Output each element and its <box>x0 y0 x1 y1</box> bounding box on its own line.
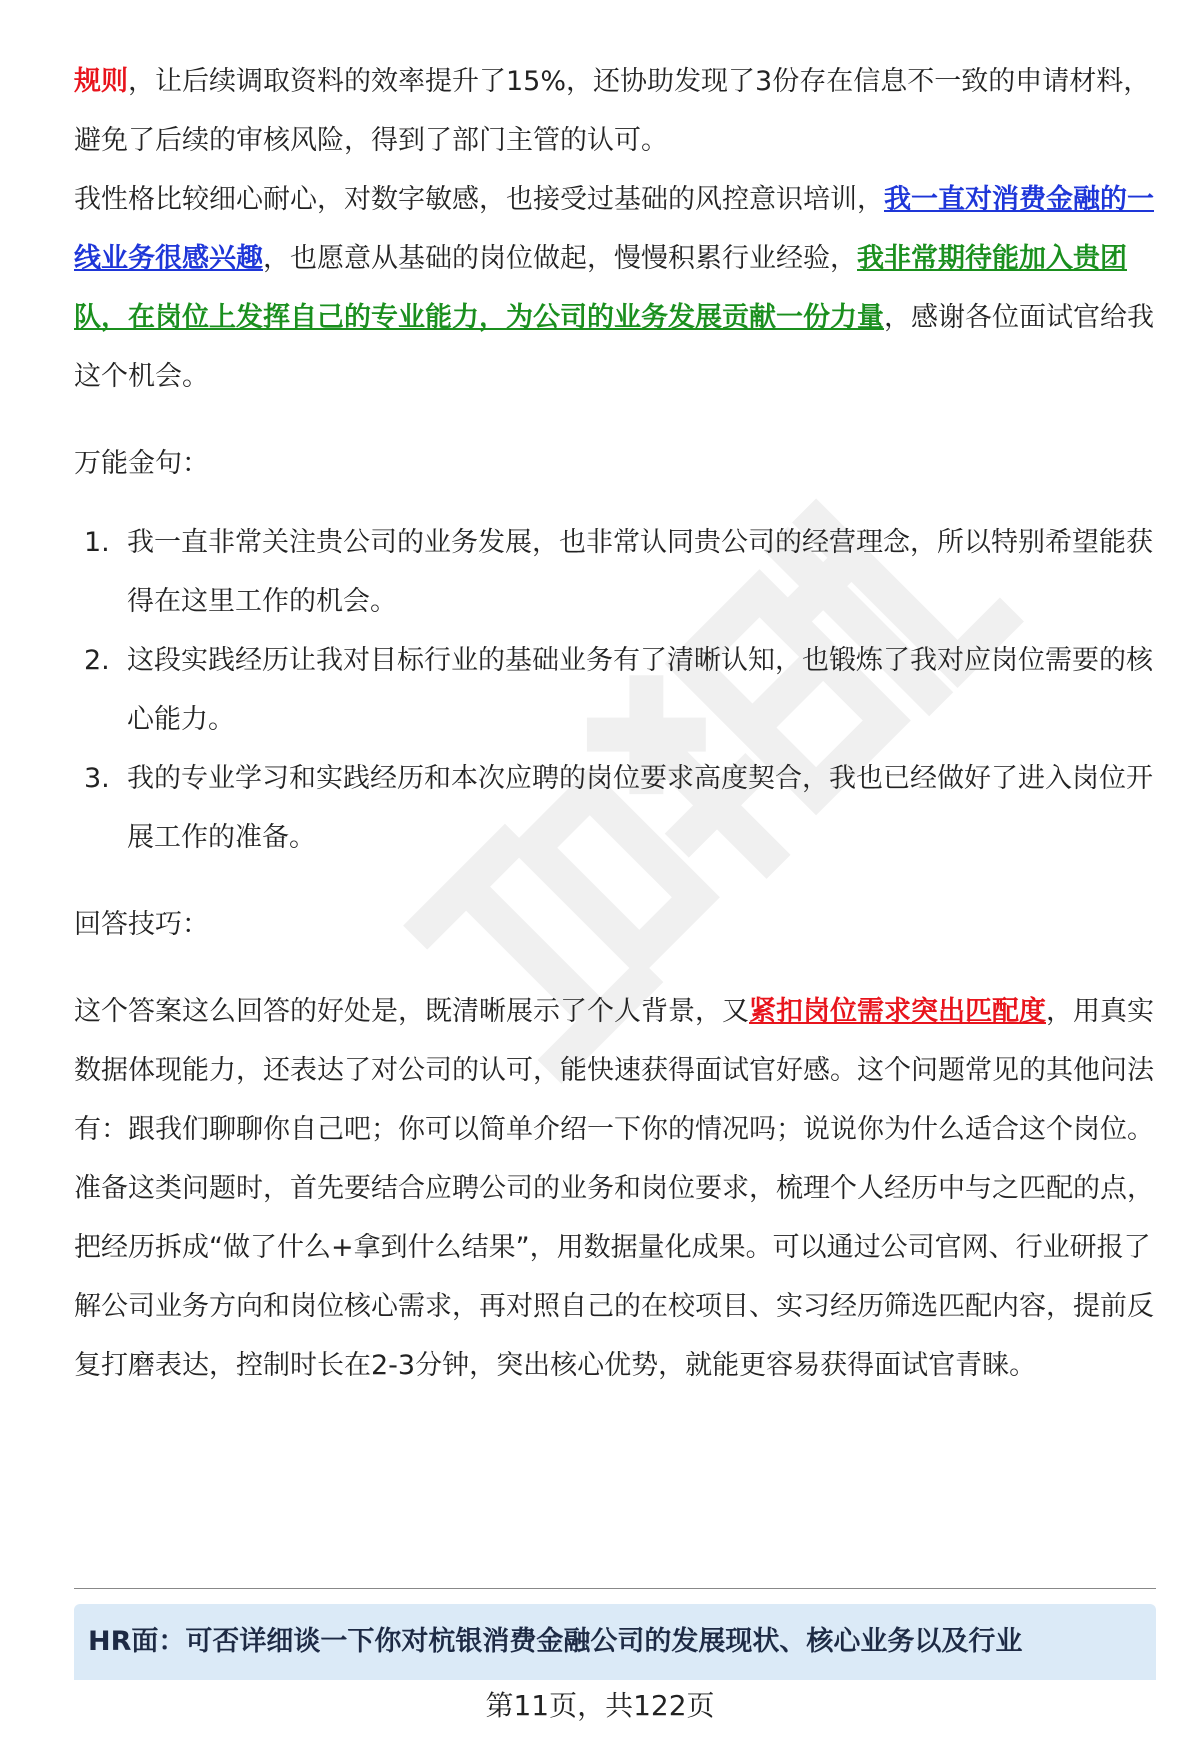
tips-paragraph-1 <box>74 982 1154 1159</box>
text-run: ，让后续调取资料的效率提升了15%，还协助发现了3份存在信息不一致的申请材料，避免了后续的审核风险，得到了部门主管的认可。 <box>74 66 1151 156</box>
text-run: ，用真实数据体现能力，还表达了对公司的认可，能快速获得面试官好感。这个问题常见的其他问法有：跟我们聊聊你自己吧；你可以简单介绍一下你的情况吗；说说你为什么适合这个岗位。 <box>74 996 1154 1145</box>
golden-sentences-list <box>74 513 1154 867</box>
page-footer: 第11页，共122页 <box>485 1689 715 1722</box>
intro-paragraph-1 <box>74 52 1154 170</box>
section-divider <box>74 1588 1156 1589</box>
list-number: 3. <box>84 763 110 794</box>
list-item-text: 这段实践经历让我对目标行业的基础业务有了清晰认知，也锻炼了我对应岗位需要的核心能力。 <box>127 645 1153 735</box>
highlighted-text: 规则 <box>74 66 128 97</box>
highlighted-text: 紧扣岗位需求突出匹配度 <box>749 996 1046 1027</box>
text-run: ，感谢各位面试官给我这个机会。 <box>74 302 1154 392</box>
highlighted-text: 我非常期待能加入贵团队，在岗位上发挥自己的专业能力，为公司的业务发展贡献一份力量 <box>74 243 1127 333</box>
intro-paragraph-2 <box>74 170 1154 406</box>
list-number: 2. <box>84 645 110 676</box>
list-item <box>74 749 1154 867</box>
list-item <box>74 631 1154 749</box>
text-run: 这个答案这么回答的好处是，既清晰展示了个人背景，又 <box>74 996 749 1027</box>
text-run: 我性格比较细心耐心，对数字敏感，也接受过基础的风控意识培训， <box>74 184 884 215</box>
list-item <box>74 513 1154 631</box>
text-run: ，也愿意从基础的岗位做起，慢慢积累行业经验， <box>263 243 857 274</box>
golden-sentences-heading: 万能金句： <box>74 448 209 479</box>
list-item-text: 我一直非常关注贵公司的业务发展，也非常认同贵公司的经营理念，所以特别希望能获得在这里工作的机会。 <box>127 527 1153 617</box>
highlighted-text: 我一直对消费金融的一线业务很感兴趣 <box>74 184 1154 274</box>
tips-paragraph-2: 准备这类问题时，首先要结合应聘公司的业务和岗位要求，梳理个人经历中与之匹配的点，把经历拆成“做了什么+拿到什么结果”，用数据量化成果。可以通过公司官网、行业研报了解公司业务方向和岗位核心需求，再对照自己的在校项目、实习经历筛选匹配内容，提前反复打磨表达，控制时长在2-3分钟，突出核心优势，就能更容易获得面试官青睐。 <box>74 1173 1154 1381</box>
answer-tips-heading: 回答技巧： <box>74 909 209 940</box>
list-number: 1. <box>84 527 110 558</box>
list-item-text: 我的专业学习和实践经历和本次应聘的岗位要求高度契合，我也已经做好了进入岗位开展工作的准备。 <box>127 763 1153 853</box>
next-question-banner: HR面：可否详细谈一下你对杭银消费金融公司的发展现状、核心业务以及行业 <box>74 1604 1156 1680</box>
